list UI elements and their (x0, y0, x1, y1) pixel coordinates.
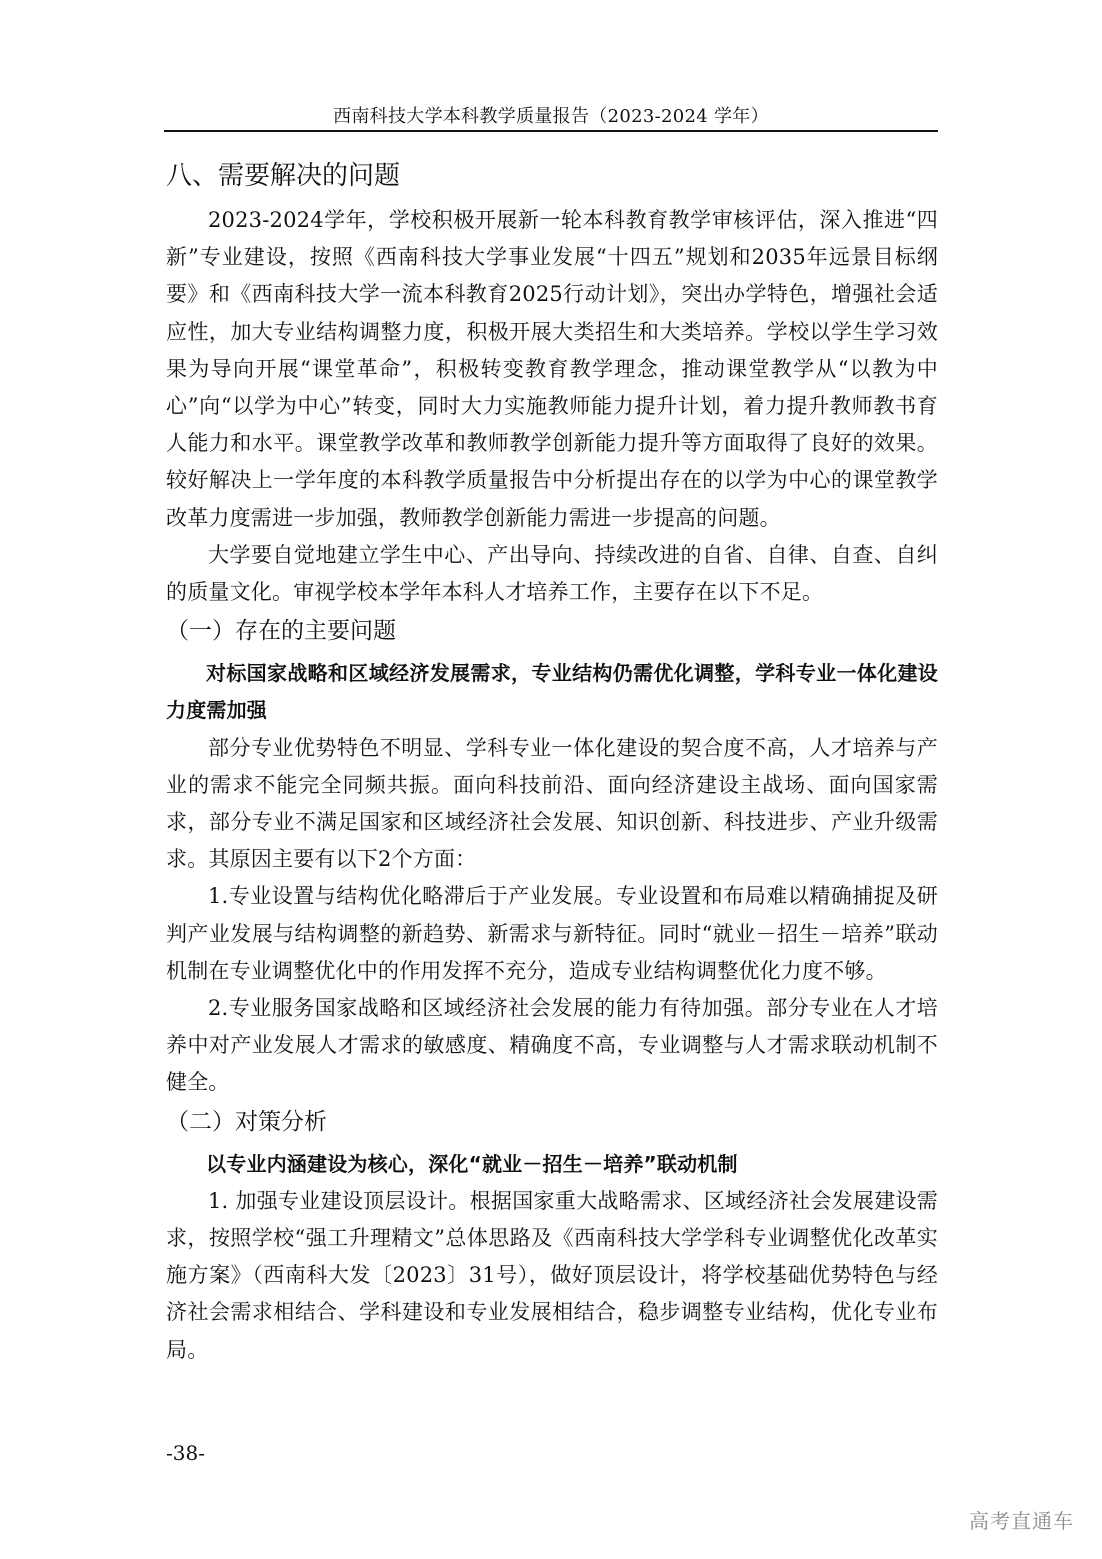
header-divider (164, 130, 938, 132)
page-body (166, 154, 938, 1369)
body-paragraph: 1. 加强专业建设顶层设计。根据国家重大战略需求、区域经济社会发展建设需求，按照学校“强工升理精文”总体思路及《西南科技大学学科专业调整优化改革实施方案》（西南科大发〔2023〕31号），做好顶层设计，将学校基础优势特色与经济社会需求相结合、学科建设和专业发展相结合，稳步调整专业结构，优化专业布局。 (166, 1188, 938, 1362)
body-paragraph: 1.专业设置与结构优化略滞后于产业发展。专业设置和布局难以精确捕捉及研判产业发展与结构调整的新趋势、新需求与新特征。同时“就业－招生－培养”联动机制在专业调整优化中的作用发挥不充分，造成专业结构调整优化力度不够。 (166, 884, 938, 983)
body-paragraph: 大学要自觉地建立学生中心、产出导向、持续改进的自省、自律、自查、自纠的质量文化。审视学校本学年本科人才培养工作，主要存在以下不足。 (166, 542, 938, 605)
page-number: -38- (166, 1441, 205, 1465)
body-paragraph: 2.专业服务国家战略和区域经济社会发展的能力有待加强。部分专业在人才培养中对产业发展人才需求的敏感度、精确度不高，专业调整与人才需求联动机制不健全。 (166, 996, 938, 1095)
running-header: 西南科技大学本科教学质量报告（2023-2024 学年） (333, 106, 769, 127)
subsection-title: （二）对策分析 (166, 1108, 327, 1135)
body-paragraph: 2023-2024学年，学校积极开展新一轮本科教育教学审核评估，深入推进“四新”专业建设，按照《西南科技大学事业发展“十四五”规划和2035年远景目标纲要》和《西南科技大学一流本科教育2025行动计划》，突出办学特色，增强社会适应性，加大专业结构调整力度，积极开展大类招生和大类培养。学校以学生学习效果为导向开展“课堂革命”，积极转变教育教学理念，推动课堂教学从“以教为中心”向“以学为中心”转变，同时大力实施教师能力提升计划，着力提升教师教书育人能力和水平。课堂教学改革和教师教学创新能力提升等方面取得了良好的效果。较好解决上一学年度的本科教学质量报告中分析提出存在的以学为中心的课堂教学改革力度需进一步加强，教师教学创新能力需进一步提高的问题。 (166, 208, 938, 530)
watermark-text: 高考直通车 (969, 1509, 1074, 1533)
bold-heading: 以专业内涵建设为核心，深化“就业－招生－培养”联动机制 (206, 1151, 738, 1176)
section-title: 八、需要解决的问题 (166, 161, 401, 191)
subsection-title: （一）存在的主要问题 (166, 618, 396, 645)
bold-heading: 对标国家战略和区域经济发展需求，专业结构仍需优化调整，学科专业一体化建设力度需加强 (166, 661, 938, 723)
body-paragraph: 部分专业优势特色不明显、学科专业一体化建设的契合度不高，人才培养与产业的需求不能完全同频共振。面向科技前沿、面向经济建设主战场、面向国家需求，部分专业不满足国家和区域经济社会发展、知识创新、科技进步、产业升级需求。其原因主要有以下2个方面： (166, 735, 938, 872)
